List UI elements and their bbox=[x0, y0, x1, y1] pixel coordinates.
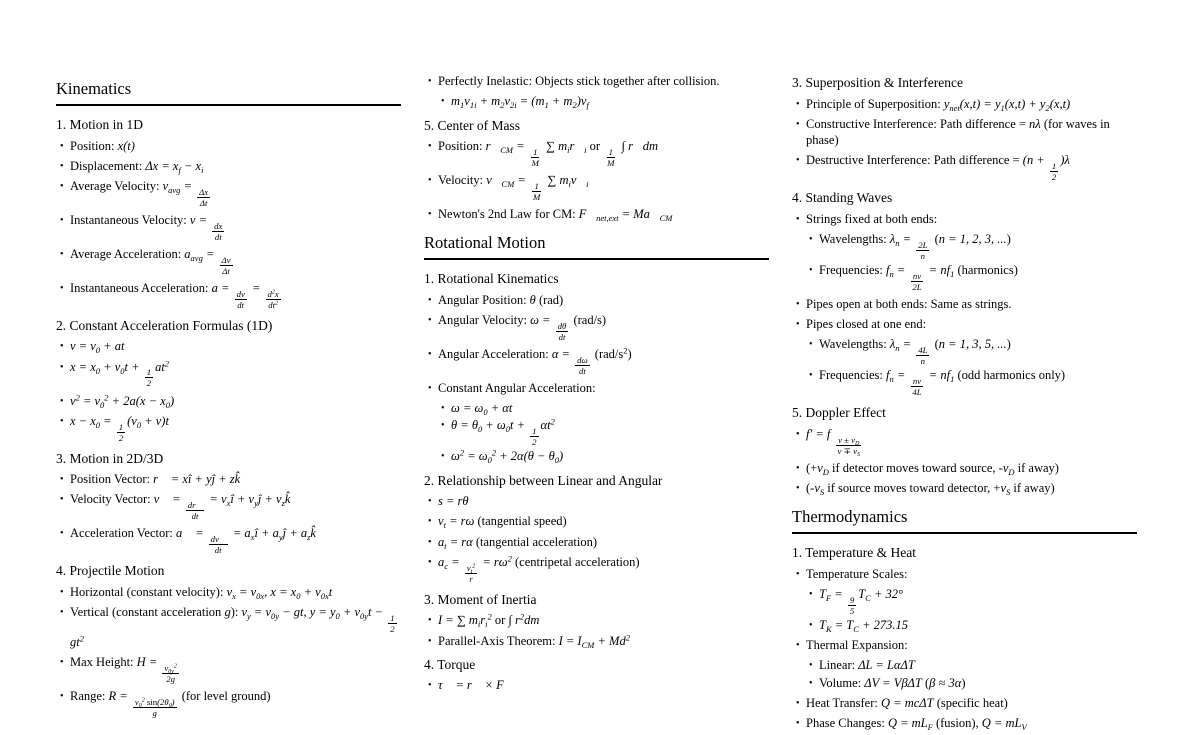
subsection-title: 2. Constant Acceleration Formulas (1D) bbox=[56, 317, 273, 333]
formula-item: • Position: $r⃗_{CM}$ = $\frac{1}{M}$ ∑ $m_ir⃗_i$ or $\frac{1}{M}$ ∫ r⃗dm bbox=[424, 138, 769, 168]
subsection-title: 1. Rotational Kinematics bbox=[424, 271, 559, 287]
formula-item: • Heat Transfer: Q = mcΔT (specific heat) bbox=[792, 695, 1137, 711]
formula-item: • Velocity Vector: v⃗ = $\frac{dr⃗}{dt}$ = $v_xî$ + $v_yĵ$ + $v_zk̂$ bbox=[56, 491, 401, 521]
formula-item: • Perfectly Inelastic: Objects stick together after collision. bbox=[424, 73, 769, 89]
subsection-title: 4. Torque bbox=[424, 656, 476, 672]
subsection-title: 3. Superposition & Interference bbox=[792, 75, 963, 90]
formula-item: • Instantaneous Acceleration: a = $\frac{dv}{dt}$ = $\frac{d^2x}{dt^2}$ bbox=[56, 280, 401, 310]
formula-subitem: • Frequencies: $f_n$ = $\frac{nv}{2L}$ = $nf_1$ (harmonics) bbox=[792, 262, 1137, 292]
formula-item: • Principle of Superposition: $y_{net}(x,t) = y_1(x,t) + y_2(x,t)$ bbox=[792, 96, 1137, 112]
formula-item: • $a_t = r\alpha$ (tangential acceleration) bbox=[424, 534, 769, 550]
column-2 bbox=[424, 67, 769, 735]
formula-subitem: • Volume: ΔV = VβΔT (β ≈ 3α) bbox=[792, 675, 1137, 691]
formula-item: • Temperature Scales: bbox=[792, 566, 1137, 582]
section-heading: Kinematics bbox=[56, 80, 401, 106]
formula-item: • Acceleration Vector: a⃗ = $\frac{dv⃗}{dt}$ = $a_xî$ + $a_yĵ$ + $a_zk̂$ bbox=[56, 525, 401, 555]
formula-item: • Angular Acceleration: α = $\frac{d\omega}{dt}$ $(rad/s^2)$ bbox=[424, 346, 769, 376]
formula-item: • τ⃗ = r⃗ × F⃗ bbox=[424, 677, 769, 693]
formula-item: • Displacement: $\Delta x = x_f - x_i$ bbox=[56, 158, 401, 174]
formula-item: • Pipes closed at one end: bbox=[792, 316, 1137, 332]
formula-item: • Position Vector: r⃗ = xî + yĵ + zk̂ bbox=[56, 471, 401, 487]
formula-item: • s = rθ bbox=[424, 493, 769, 509]
formula-item: • $v = v_0$ + at bbox=[56, 338, 401, 354]
formula-subitem: • $\omega = \omega_0 + \alpha t$ bbox=[424, 400, 769, 416]
formula-item: • Pipes open at both ends: Same as strings. bbox=[792, 296, 1137, 312]
formula-subitem: • $m_1v_{1i} + m_2v_{2i} = (m_1 + m_2)v_f$ bbox=[424, 93, 769, 109]
formula-item: • f′ = f $\frac{v \pm v_D}{v \mp v_S}$ bbox=[792, 426, 1137, 456]
formula-item: • Phase Changes: $Q = mL_F$ (fusion), $Q = mL_V$ bbox=[792, 715, 1137, 731]
formula-item: • ($+v_D$ if detector moves toward source, $-v_D$ if away) bbox=[792, 460, 1137, 476]
subsection-title: 5. Center of Mass bbox=[424, 117, 520, 133]
formula-item: • Average Velocity: $v_{avg}$ = $\frac{\Delta x}{\Delta t}$ bbox=[56, 178, 401, 208]
formula-item: • Instantaneous Velocity: v = $\frac{dx}{dt}$ bbox=[56, 212, 401, 242]
formula-item: • Thermal Expansion: bbox=[792, 637, 1137, 653]
subsection-title: 5. Doppler Effect bbox=[792, 405, 886, 421]
formula-item: • Horizontal (constant velocity): $v_x = v_{0x}$, $x = x_0 + v_{0x}t$ bbox=[56, 584, 401, 600]
formula-item: • Vertical (constant acceleration g): $v_y = v_{0y}$ − gt, $y = y_0 + v_{0y}t$ − $\frac{1}{2}$ $gt^2$ bbox=[56, 604, 401, 650]
formula-item: • Max Height: H = $\frac{v_{0y}^2}{2g}$ bbox=[56, 654, 401, 684]
formula-subitem: • Frequencies: $f_n$ = $\frac{nv}{4L}$ = $nf_1$ (odd harmonics only) bbox=[792, 367, 1137, 397]
formula-item: • Range: R = $\frac{v_0^2 \sin(2\theta_0)}{g}$ (for level ground) bbox=[56, 688, 401, 718]
formula-subitem: • $T_F$ = $\frac{9}{5}$ $T_C + 32^\circ$ bbox=[792, 586, 1137, 616]
section-heading: Thermodynamics bbox=[792, 508, 1137, 534]
formula-item: • Strings fixed at both ends: bbox=[792, 211, 1137, 227]
subsection-title: 3. Moment of Inertia bbox=[424, 591, 537, 607]
formula-subitem: • $\omega^2 = \omega_0^2 + 2\alpha(\theta - \theta_0)$ bbox=[424, 448, 769, 464]
subsection-title: 1. Motion in 1D bbox=[56, 116, 144, 132]
formula-subitem: • $T_K = T_C + 273.15$ bbox=[792, 617, 1137, 633]
formula-subitem: • Linear: ΔL = LαΔT bbox=[792, 657, 1137, 673]
formula-item: • Average Acceleration: $a_{avg}$ = $\frac{\Delta v}{\Delta t}$ bbox=[56, 246, 401, 276]
formula-item: • Velocity: $v⃗_{CM}$ = $\frac{1}{M}$ ∑ $m_iv⃗_i$ bbox=[424, 172, 769, 202]
formula-item: • Angular Position: θ (rad) bbox=[424, 292, 769, 308]
formula-item: • $a_c$ = $\frac{v_t^2}{r}$ = $r\omega^2$ (centripetal acceleration) bbox=[424, 554, 769, 584]
column-1 bbox=[56, 67, 401, 735]
subsection-title: 4. Projectile Motion bbox=[56, 563, 165, 579]
subsection-title: 3. Motion in 2D/3D bbox=[56, 450, 164, 466]
formula-item: • $x - x_0$ = $\frac{1}{2}$ $(v_0 + v)t$ bbox=[56, 413, 401, 443]
formula-item: • Angular Velocity: ω = $\frac{d\theta}{dt}$ (rad/s) bbox=[424, 312, 769, 342]
formula-item: • Destructive Interference: Path difference = (n + $\frac{1}{2}$ )λ bbox=[792, 152, 1137, 182]
section-heading: Rotational Motion bbox=[424, 234, 769, 260]
formula-item: • Newton's 2nd Law for CM: $F⃗_{net,ext}$ = $Ma⃗_{CM}$ bbox=[424, 206, 769, 222]
formula-item: • ($-v_S$ if source moves toward detector, $+v_S$ if away) bbox=[792, 480, 1137, 496]
formula-item: • Constant Angular Acceleration: bbox=[424, 380, 769, 396]
formula-item: • $v_t = r\omega$ (tangential speed) bbox=[424, 513, 769, 529]
formula-subitem: • $\theta = \theta_0 + \omega_0t$ + $\frac{1}{2}$ $\alpha t^2$ bbox=[424, 417, 769, 447]
formula-item: • $x = x_0 + v_0t$ + $\frac{1}{2}$ $at^2$ bbox=[56, 359, 401, 389]
formula-subitem: • Wavelengths: $\lambda_n$ = $\frac{4L}{n}$ (n = 1, 3, 5, ...) bbox=[792, 336, 1137, 366]
formula-item: • $v^2 = v_0^2 + 2a(x - x_0)$ bbox=[56, 393, 401, 409]
formula-item: • Parallel-Axis Theorem: $I = I_{CM} + Md^2$ bbox=[424, 633, 769, 649]
subsection-title: 2. Relationship between Linear and Angular bbox=[424, 472, 663, 488]
formula-item: • Position: x(t) bbox=[56, 138, 401, 154]
subsection-title: 1. Temperature & Heat bbox=[792, 545, 917, 561]
formula-item: • Constructive Interference: Path difference = nλ (for waves in phase) bbox=[792, 116, 1137, 149]
formula-subitem: • Wavelengths: $\lambda_n$ = $\frac{2L}{n}$ (n = 1, 2, 3, ...) bbox=[792, 231, 1137, 261]
subsection-title: 4. Standing Waves bbox=[792, 190, 893, 206]
column-3 bbox=[792, 67, 1137, 735]
formula-item: • I = ∑ $m_ir_i^2$ or ∫ $r^2dm$ bbox=[424, 612, 769, 628]
